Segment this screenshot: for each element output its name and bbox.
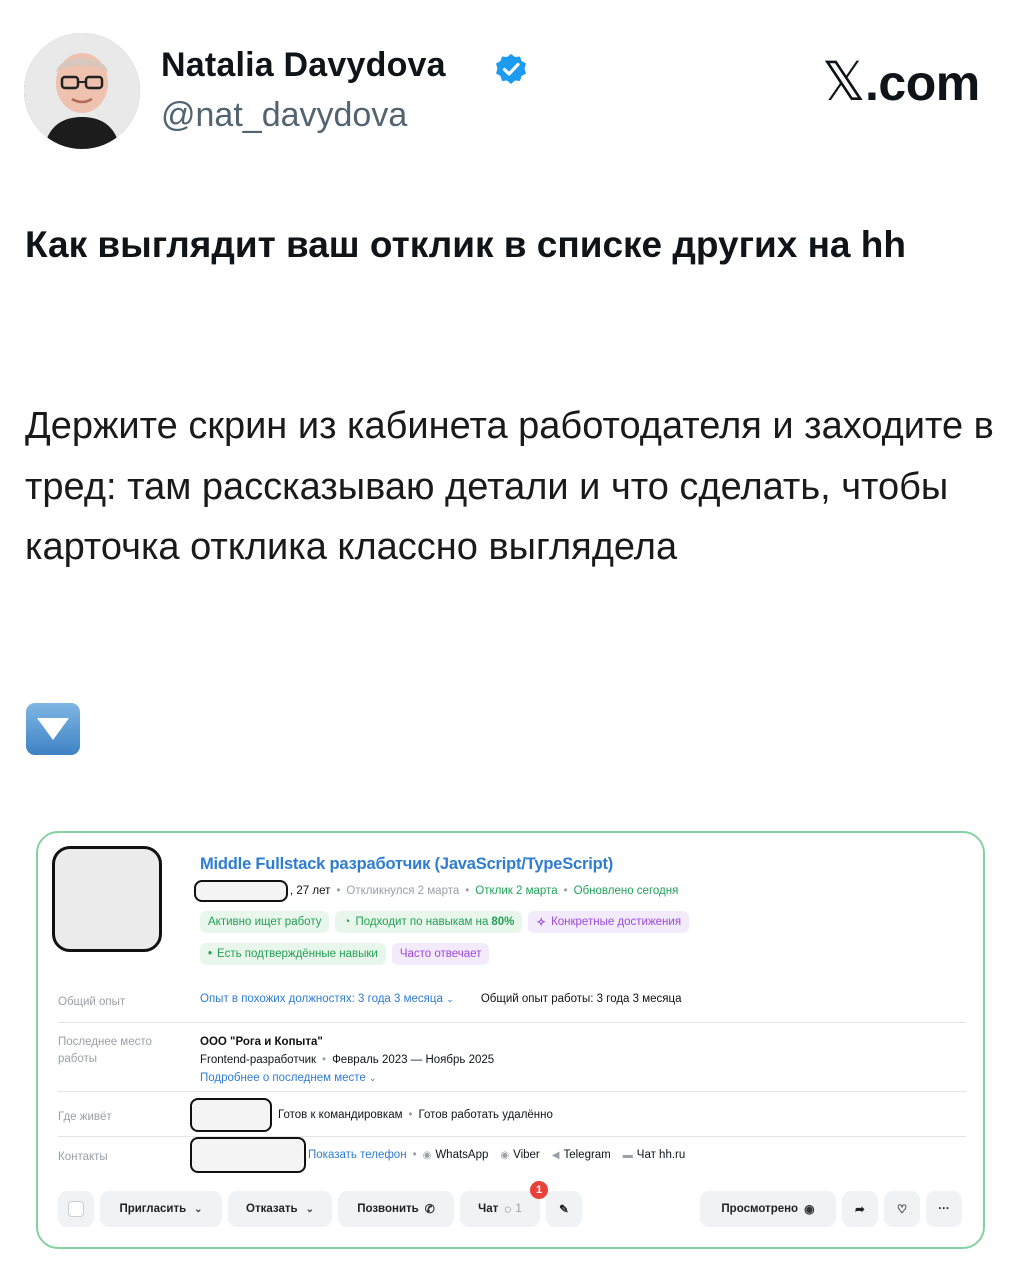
total-experience: Общий опыт работы: 3 года 3 месяца bbox=[480, 993, 682, 1005]
location-redacted bbox=[190, 1098, 272, 1132]
select-checkbox[interactable] bbox=[68, 1201, 84, 1217]
x-logo-icon: 𝕏 bbox=[822, 52, 866, 112]
down-arrow-button-icon bbox=[26, 703, 80, 755]
show-phone-link[interactable]: Показать телефон bbox=[308, 1149, 407, 1161]
tag-active-search: Активно ищет работу bbox=[200, 911, 329, 933]
contact-redacted bbox=[190, 1137, 306, 1173]
author-name[interactable]: Natalia Davydova bbox=[161, 46, 446, 84]
candidate-age: , 27 лет bbox=[290, 885, 331, 897]
vacancy-title[interactable]: Middle Fullstack разработчик (JavaScript/TypeScript) bbox=[200, 855, 614, 873]
tag-verified-skills: • Есть подтверждённые навыки bbox=[200, 943, 386, 965]
call-button[interactable]: Позвонить ✆ bbox=[338, 1191, 454, 1227]
tag-achievements: ✧ Конкретные достижения bbox=[528, 911, 689, 933]
last-job-company: ООО "Рога и Копыта" bbox=[200, 1036, 323, 1048]
last-job-label: Последнее место работы bbox=[58, 1036, 152, 1065]
experience-row bbox=[200, 993, 682, 1005]
phone-icon: ✆ bbox=[424, 1202, 435, 1216]
share-icon: ➦ bbox=[855, 1204, 865, 1216]
viber-icon: ◉ bbox=[500, 1149, 510, 1161]
author-avatar[interactable] bbox=[24, 33, 140, 149]
progress-ring-icon: ◔ bbox=[343, 916, 351, 928]
more-icon: ··· bbox=[938, 1203, 950, 1215]
last-job-position-line: Frontend-разработчик • Февраль 2023 — Ноябрь 2025 bbox=[200, 1054, 495, 1066]
response-card bbox=[36, 831, 985, 1249]
experience-label: Общий опыт bbox=[58, 996, 126, 1008]
dot-icon: • bbox=[208, 948, 213, 960]
unread-badge: 1 bbox=[530, 1181, 548, 1199]
more-button[interactable] bbox=[926, 1191, 962, 1227]
action-bar bbox=[58, 1184, 966, 1231]
contacts-label: Контакты bbox=[58, 1151, 108, 1163]
edit-icon: ✎ bbox=[559, 1204, 569, 1216]
heart-icon: ♡ bbox=[896, 1204, 908, 1216]
tag-skills-match: ◔ Подходит по навыкам на 80% bbox=[335, 911, 522, 933]
telegram-link[interactable]: Telegram bbox=[563, 1149, 611, 1161]
response-date: Отклик 2 марта bbox=[475, 885, 558, 897]
viewed-button[interactable]: Просмотрено ◉ bbox=[700, 1191, 836, 1227]
sparkle-icon: ✧ bbox=[536, 917, 547, 929]
last-job-block bbox=[200, 1033, 494, 1087]
hh-chat-link[interactable]: Чат hh.ru bbox=[636, 1149, 686, 1161]
eye-icon: ◉ bbox=[804, 1202, 815, 1216]
verified-badge-icon bbox=[494, 52, 528, 86]
whatsapp-link[interactable]: WhatsApp bbox=[435, 1149, 489, 1161]
candidate-photo-redacted bbox=[52, 846, 162, 952]
edit-note-button[interactable] bbox=[546, 1191, 582, 1227]
responded-date: Откликнулся 2 марта bbox=[346, 885, 460, 897]
tweet-title: Как выглядит ваш отклик в списке других на hh bbox=[25, 224, 906, 265]
favorite-button[interactable] bbox=[884, 1191, 920, 1227]
candidate-meta: , 27 лет • Откликнулся 2 марта • Отклик 2 марта • Обновлено сегодня bbox=[194, 879, 678, 903]
chat-bubble-icon: ▬ bbox=[622, 1149, 633, 1161]
contacts-row: Показать телефон • ◉ WhatsApp ◉ Viber ◀ Telegram ▬ Чат hh.ru bbox=[190, 1137, 685, 1173]
share-button[interactable] bbox=[842, 1191, 878, 1227]
location-label: Где живёт bbox=[58, 1111, 112, 1123]
telegram-icon: ◀ bbox=[551, 1149, 560, 1161]
similar-experience-link[interactable]: Опыт в похожих должностях: 3 года 3 месяца ⌄ bbox=[200, 993, 454, 1005]
viber-link[interactable]: Viber bbox=[513, 1149, 540, 1161]
divider bbox=[58, 1091, 966, 1092]
reject-button[interactable]: Отказать ⌄ bbox=[228, 1191, 332, 1227]
chat-icon: ◌ bbox=[504, 1202, 512, 1216]
chat-button[interactable]: Чат ◌ 1 bbox=[460, 1191, 540, 1227]
last-job-more-link[interactable]: Подробнее о последнем месте ⌄ bbox=[200, 1072, 377, 1084]
chevron-down-icon: ⌄ bbox=[194, 1203, 203, 1215]
whatsapp-icon: ◉ bbox=[422, 1149, 432, 1161]
travel-ready: Готов к командировкам bbox=[278, 1109, 403, 1121]
tag-often-replies: Часто отвечает bbox=[392, 943, 490, 965]
candidate-name-redacted bbox=[194, 880, 288, 902]
avatar-photo bbox=[24, 33, 140, 149]
invite-button[interactable]: Пригласить ⌄ bbox=[100, 1191, 222, 1227]
tags-row bbox=[200, 943, 489, 965]
divider bbox=[58, 1022, 966, 1023]
select-checkbox-button[interactable] bbox=[58, 1191, 94, 1227]
location-row: Готов к командировкам • Готов работать удалённо bbox=[190, 1098, 553, 1132]
x-com-logo bbox=[822, 50, 980, 113]
chevron-down-icon: ⌄ bbox=[305, 1203, 314, 1215]
updated-status: Обновлено сегодня bbox=[573, 885, 679, 897]
tweet-text: Держите скрин из кабинета работодателя и заходите в тред: там рассказываю детали и что сделать, чтобы карточка отклика классно выглядела bbox=[25, 405, 994, 568]
logo-domain: .com bbox=[865, 55, 980, 111]
tags-row bbox=[200, 911, 689, 933]
author-handle[interactable]: @nat_davydova bbox=[161, 96, 408, 134]
remote-ready: Готов работать удалённо bbox=[418, 1109, 553, 1121]
